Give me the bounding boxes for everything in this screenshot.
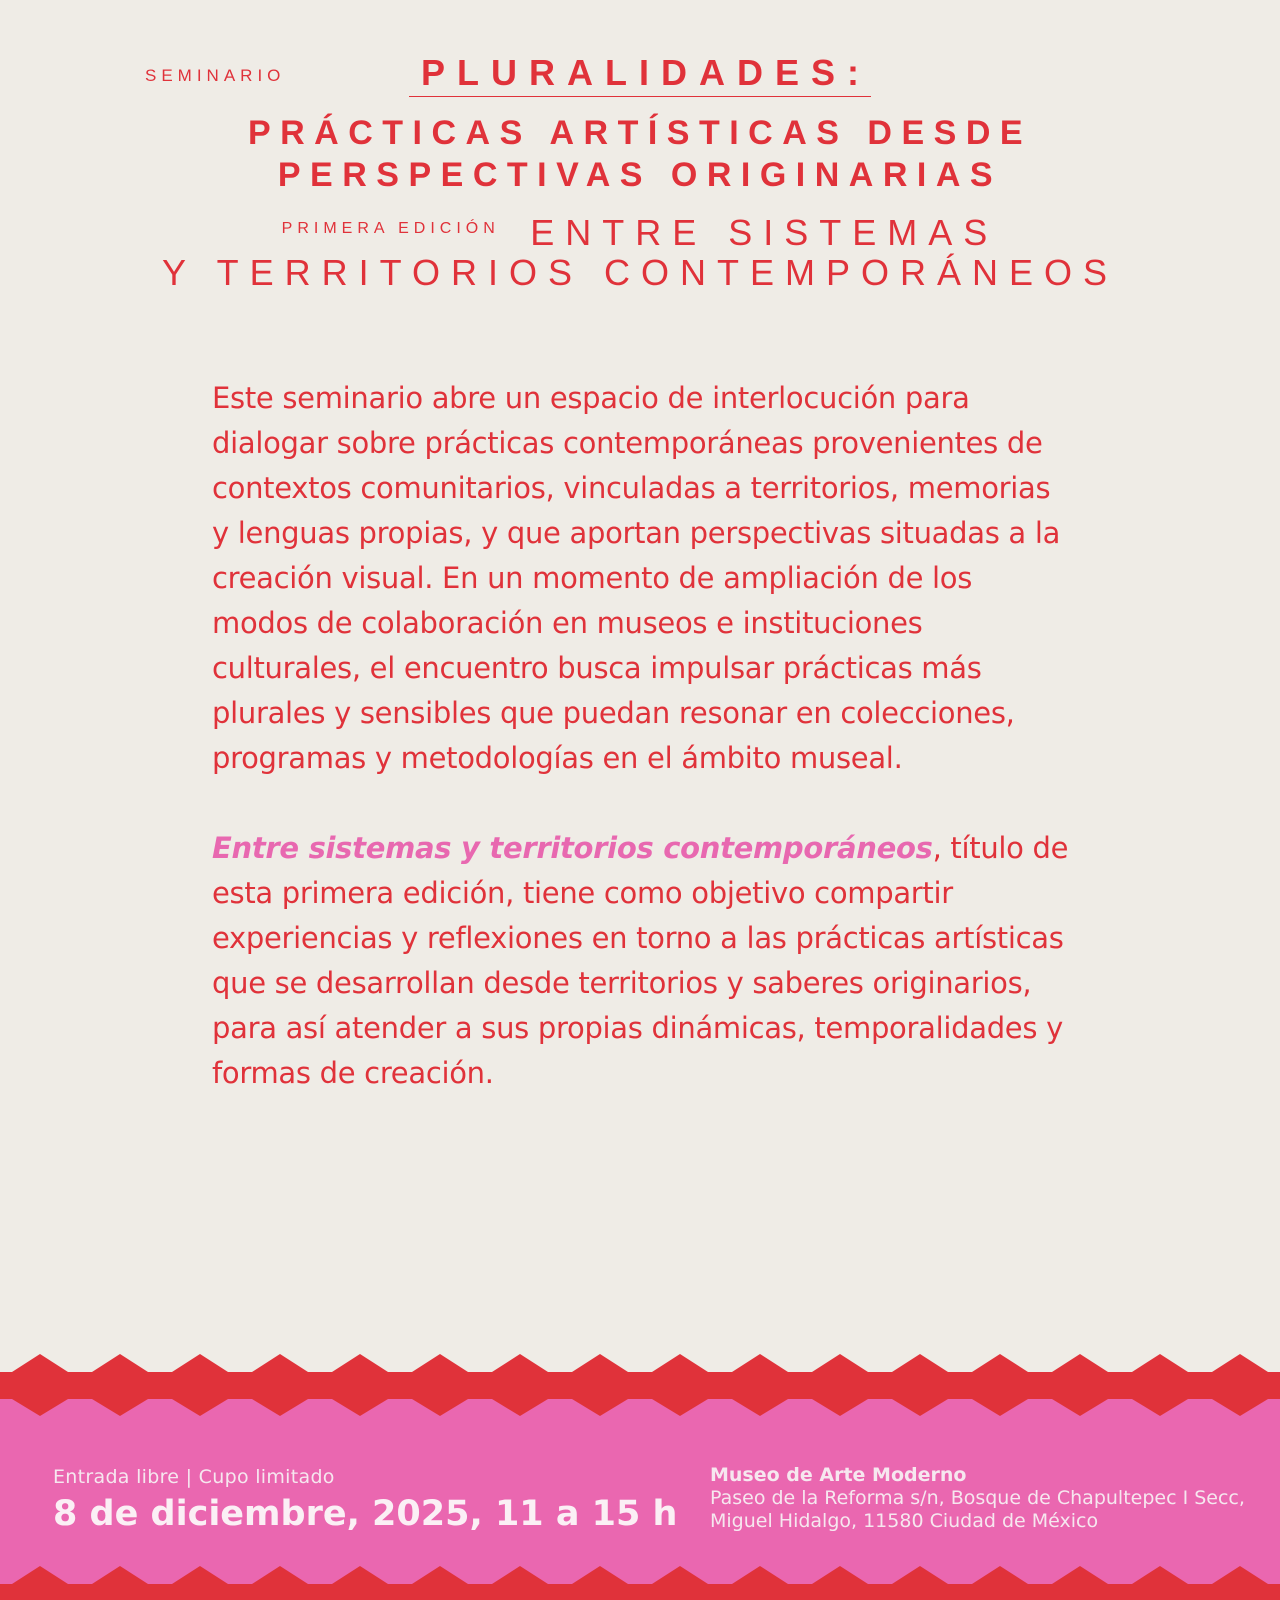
main-title-wrap — [0, 52, 1280, 97]
museum-name: Museo de Arte Moderno — [710, 1464, 967, 1486]
paragraph-1: Este seminario abre un espacio de interlocución para dialogar sobre prácticas contemporáneas provenientes de contextos comunitarios, vinculadas a territorios, memorias y lenguas propias, y que aportan perspectivas situadas a la creación visual. En un momento de ampliación de los modos de colaboración en museos e instituciones culturales, el encuentro busca impulsar prácticas más plurales y sensibles que puedan resonar en colecciones, programas y metodologías en el ámbito museal. — [212, 381, 1061, 775]
edition-title-line-1: ENTRE SISTEMAS — [530, 212, 999, 253]
poster-header — [0, 0, 1280, 320]
body-text — [212, 376, 1072, 1141]
event-info — [53, 1466, 677, 1534]
address-line-2: Miguel Hidalgo, 11580 Ciudad de México — [710, 1510, 1099, 1532]
subtitle — [0, 112, 1280, 196]
subtitle-line-2: PERSPECTIVAS ORIGINARIAS — [277, 156, 1003, 194]
edition-title-line-2: Y TERRITORIOS CONTEMPORÁNEOS — [161, 252, 1119, 293]
edition-label: PRIMERA EDICIÓN — [281, 220, 500, 237]
address-line-1: Paseo de la Reforma s/n, Bosque de Chapultepec I Secc, — [710, 1487, 1245, 1509]
edition-title-emphasis: Entre sistemas y territorios contemporáneos — [212, 831, 933, 865]
paragraph-2-text: , título de esta primera edición, tiene como objetivo compartir experiencias y reflexiones en torno a las prácticas artísticas que se desarrollan desde territorios y saberes originarios, para así atender a sus propias dinámicas, temporalidades y formas de creación. — [212, 831, 1069, 1090]
subtitle-line-1: PRÁCTICAS ARTÍSTICAS DESDE — [247, 114, 1033, 152]
entry-info: Entrada libre | Cupo limitado — [53, 1466, 335, 1488]
venue-info — [710, 1464, 1245, 1533]
paragraph-2 — [212, 826, 1072, 1096]
eyebrow-label: SEMINARIO — [145, 66, 286, 85]
edition-row — [0, 212, 1280, 254]
event-date: 8 de diciembre, 2025, 11 a 15 h — [53, 1494, 678, 1534]
main-title: PLURALIDADES: — [409, 52, 871, 97]
